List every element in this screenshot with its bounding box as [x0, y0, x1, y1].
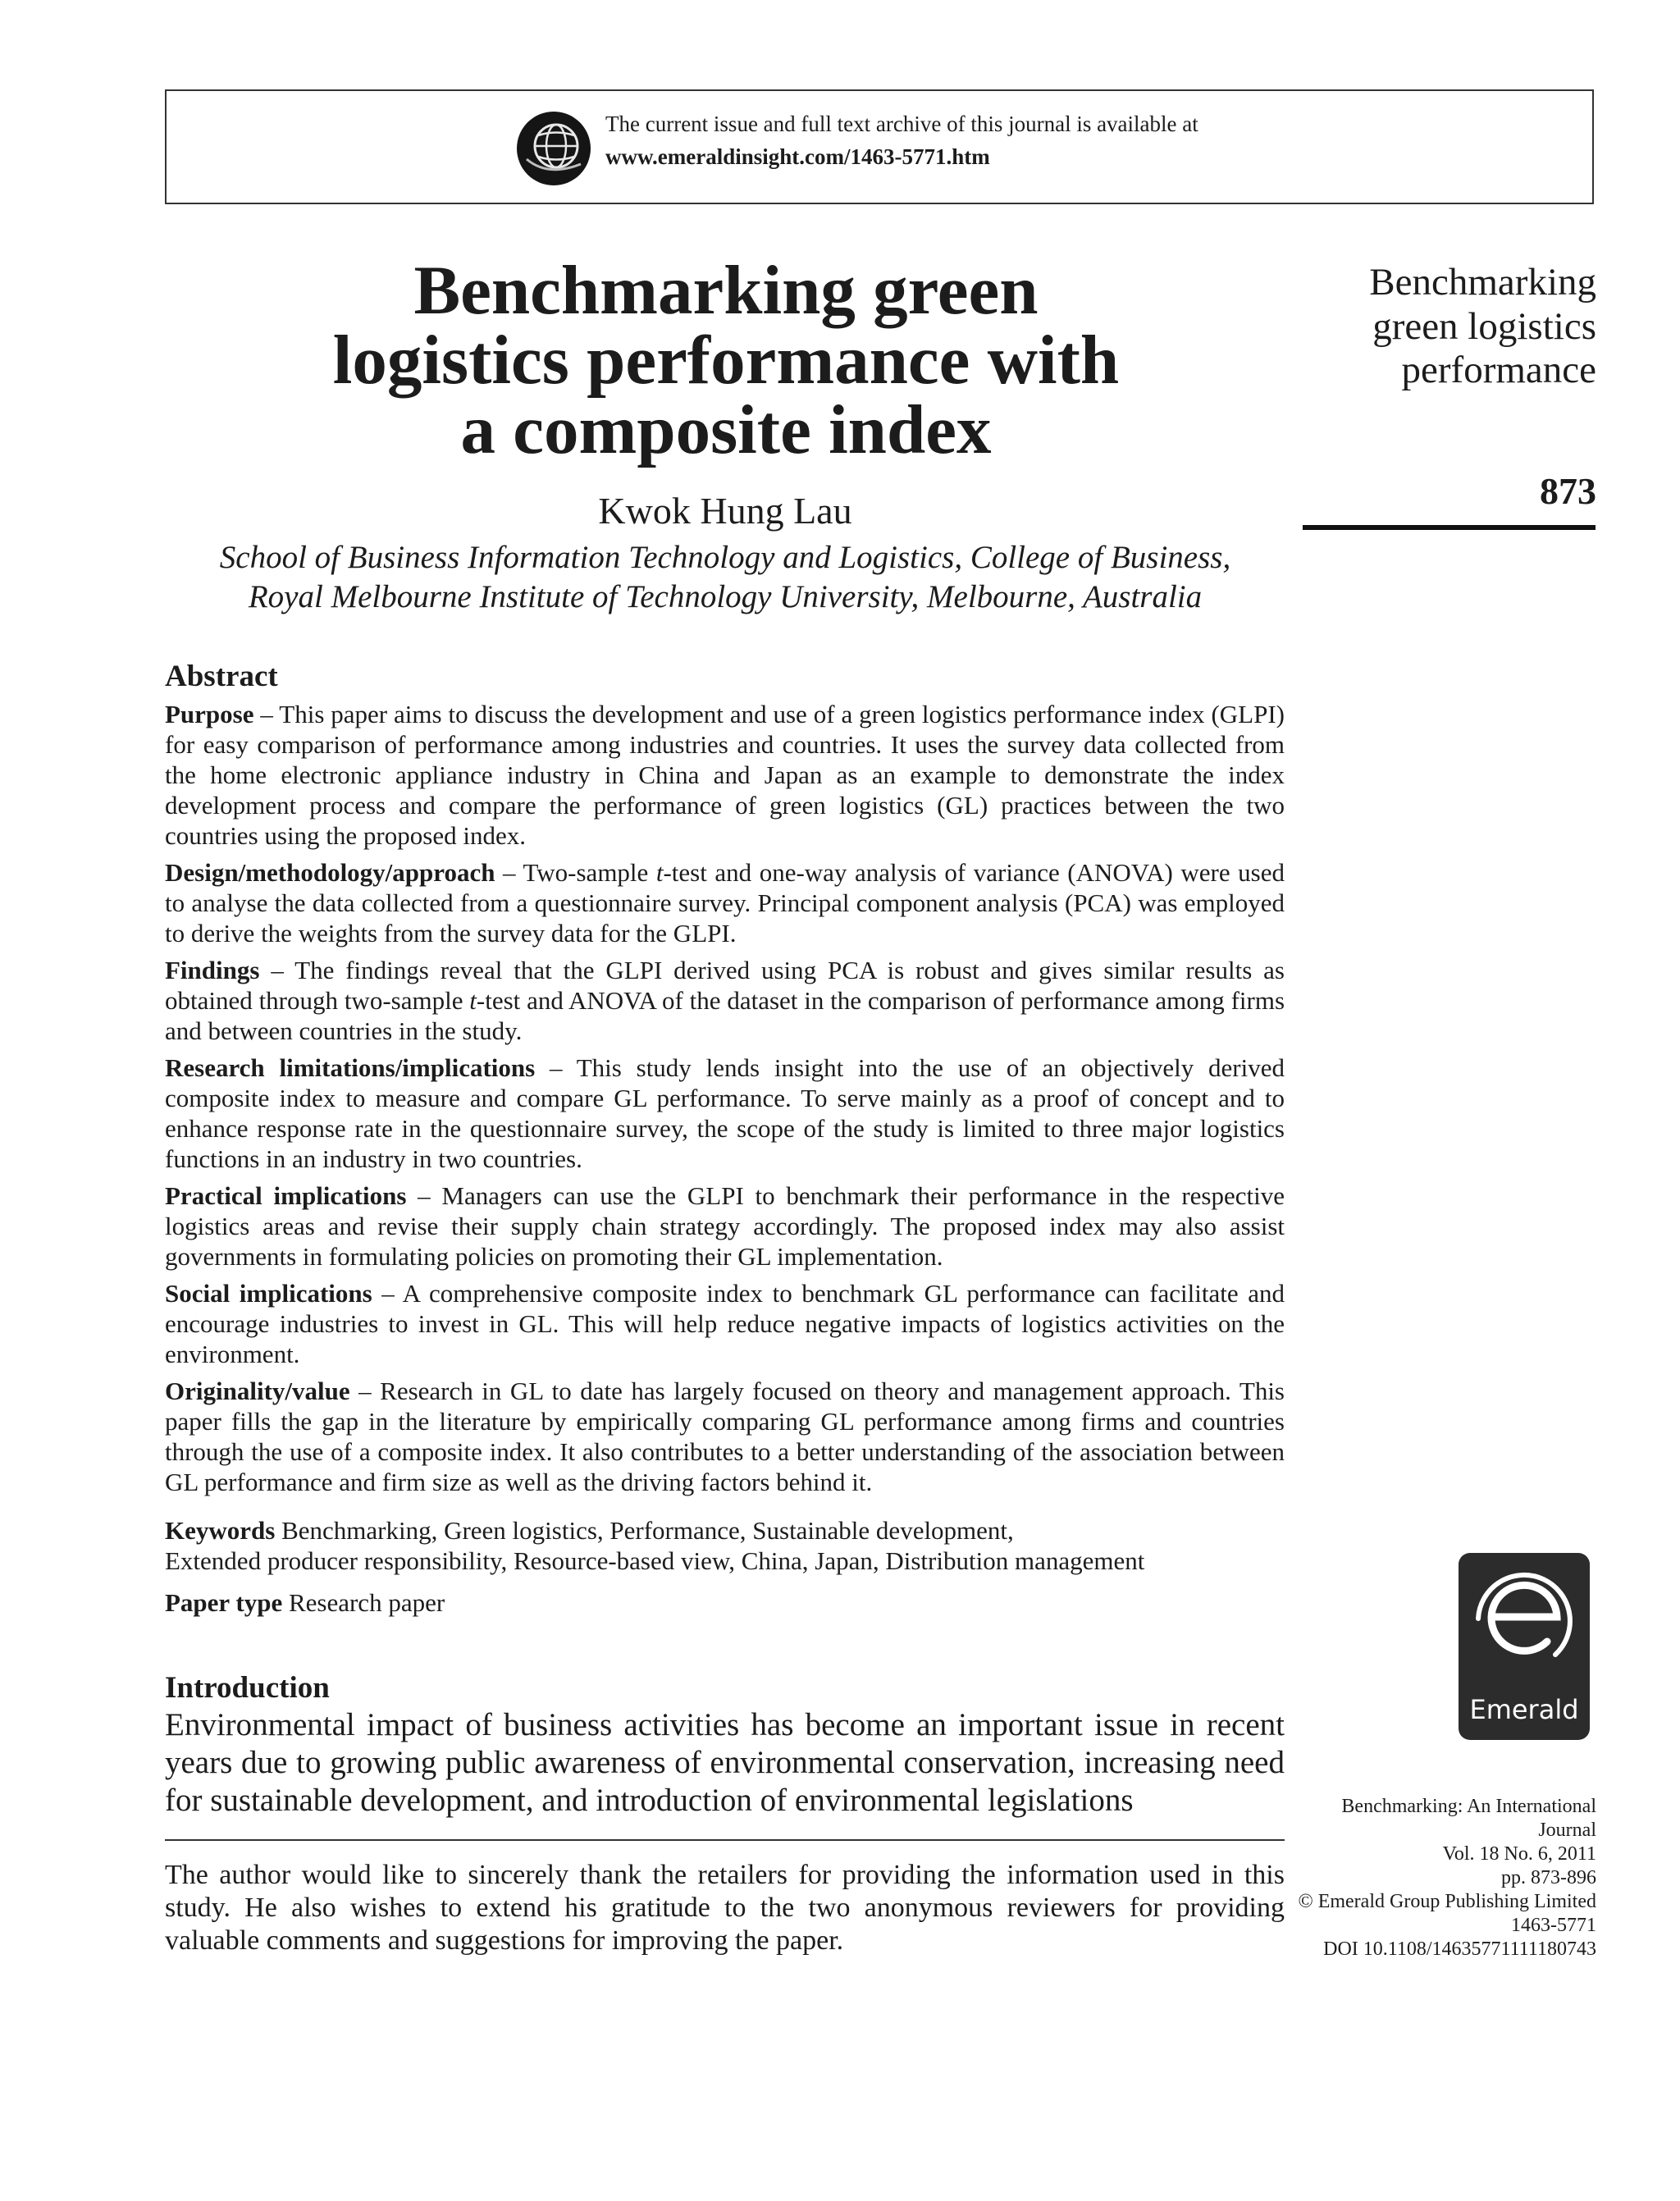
- section-label: Research limitations/implications: [165, 1053, 536, 1082]
- abstract-body: [165, 699, 1285, 1504]
- introduction-heading: Introduction: [165, 1671, 330, 1705]
- section-text: – Two-sample: [495, 858, 656, 887]
- abstract-purpose: [165, 699, 1285, 851]
- running-head-line: green logistics: [1372, 304, 1596, 348]
- page-number-rule: [1303, 525, 1596, 530]
- section-text: – The findings reveal that the GLPI derived using PCA is robust and gives similar results as obtained through two-sample: [165, 956, 1285, 1015]
- section-label: Social implications: [165, 1279, 372, 1308]
- article-title: [221, 252, 1230, 468]
- running-head-line: performance: [1401, 349, 1596, 392]
- title-line: logistics performance with: [332, 322, 1120, 399]
- paper-type: [165, 1587, 1285, 1618]
- page-number: 873: [1540, 470, 1596, 512]
- section-label: Findings: [165, 956, 260, 984]
- journal-citation-info: [1280, 1795, 1596, 1961]
- paper-type-label: Paper type: [165, 1588, 283, 1617]
- running-head: [1280, 261, 1596, 393]
- title-line: Benchmarking green: [413, 252, 1039, 329]
- section-text: – Research in GL to date has largely focused on theory and management approach. This paper fills the gap in the literature by empirically comparing GL performance among firms and countries through the use of a composite index. It also contributes to a better understanding of the association between GL performance and firm size as well as the driving factors behind it.: [165, 1377, 1285, 1496]
- journal-info-line: Benchmarking: An International: [1341, 1796, 1596, 1817]
- journal-info-line: 1463-5771: [1511, 1915, 1596, 1936]
- title-line: a composite index: [460, 391, 992, 468]
- acknowledgement-footnote: The author would like to sincerely thank the retailers for providing the information used in this study. He also wishes to extend his gratitude to the two anonymous reviewers for providing valuable comments and suggestions for improving the paper.: [165, 1860, 1285, 1956]
- abstract-originality: [165, 1376, 1285, 1497]
- author-affiliation: [165, 538, 1285, 617]
- section-text: – Managers can use the GLPI to benchmark their performance in the respective logistics areas and revise their supply chain strategy accordingly. The proposed index may also assist governments in formulating policies on promoting their GL implementation.: [165, 1181, 1285, 1271]
- abstract-research-limitations: [165, 1053, 1285, 1174]
- abstract-practical-implications: [165, 1180, 1285, 1272]
- section-text: – This study lends insight into the use of an objectively derived composite index to measure and compare GL performance. To serve mainly as a proof of concept and to enhance response rate in the questionnaire survey, the scope of the study is limited to three major logistics functions in an industry in two countries.: [165, 1053, 1285, 1173]
- section-label: Purpose: [165, 700, 254, 728]
- section-text: -test and ANOVA of the dataset in the comparison of performance among firms and between countries in the study.: [165, 986, 1285, 1045]
- journal-info-line: © Emerald Group Publishing Limited: [1298, 1891, 1596, 1912]
- emerald-wordmark: Emerald: [1469, 1694, 1579, 1725]
- keywords: [165, 1515, 1285, 1576]
- section-text: – This paper aims to discuss the development and use of a green logistics performance index (GLPI) for easy comparison of performance among industries and countries. It uses the survey data collected from the home electronic appliance industry in China and Japan as an example to demonstrate the index development process and compare the performance of green logistics (GL) practices between the two countries using the proposed index.: [165, 700, 1285, 850]
- section-label: Practical implications: [165, 1181, 407, 1210]
- author-name: Kwok Hung Lau: [598, 490, 852, 532]
- globe-icon: [515, 110, 592, 187]
- journal-url-link[interactable]: www.emeraldinsight.com/1463-5771.htm: [605, 144, 990, 169]
- affiliation-line: School of Business Information Technology and Logistics, College of Business,: [219, 540, 1231, 575]
- italic-t: t: [655, 858, 664, 887]
- section-text: -test and one-way analysis of variance (ANOVA) were used to analyse the data collected from a questionnaire survey. Principal component analysis (PCA) was employed to derive the weights from the survey data for the GLPI.: [165, 858, 1285, 948]
- running-head-line: Benchmarking: [1369, 261, 1596, 304]
- journal-doi[interactable]: DOI 10.1108/14635771111180743: [1323, 1938, 1596, 1960]
- journal-info-line: pp. 873-896: [1501, 1867, 1596, 1888]
- abstract-findings: [165, 955, 1285, 1046]
- keywords-line: Benchmarking, Green logistics, Performance, Sustainable development,: [275, 1516, 1014, 1545]
- keywords-label: Keywords: [165, 1516, 276, 1545]
- archive-notice-text: The current issue and full text archive of this journal is available at: [605, 112, 1198, 136]
- journal-info-line: Vol. 18 No. 6, 2011: [1442, 1843, 1596, 1865]
- introduction-text: Environmental impact of business activities has become an important issue in recent years due to growing public awareness of environmental conservation, increasing need for sustainable development, and introduction of environmental legislations: [165, 1707, 1285, 1818]
- section-label: Design/methodology/approach: [165, 858, 495, 887]
- emerald-e-logo-icon: [1459, 1553, 1590, 1684]
- abstract-social-implications: [165, 1278, 1285, 1369]
- keywords-line: Extended producer responsibility, Resource-based view, China, Japan, Distribution management: [165, 1546, 1145, 1575]
- section-label: Originality/value: [165, 1377, 350, 1405]
- abstract-design: [165, 857, 1285, 948]
- journal-info-line: Journal: [1538, 1820, 1596, 1841]
- footnote-rule: [165, 1839, 1285, 1841]
- affiliation-line: Royal Melbourne Institute of Technology University, Melbourne, Australia: [248, 578, 1203, 614]
- abstract-heading: Abstract: [165, 660, 278, 693]
- paper-type-value: Research paper: [282, 1588, 445, 1617]
- section-text: – A comprehensive composite index to benchmark GL performance can facilitate and encourage industries to invest in GL. This will help reduce negative impacts of logistics activities on the environment.: [165, 1279, 1285, 1368]
- italic-t: t: [469, 986, 477, 1015]
